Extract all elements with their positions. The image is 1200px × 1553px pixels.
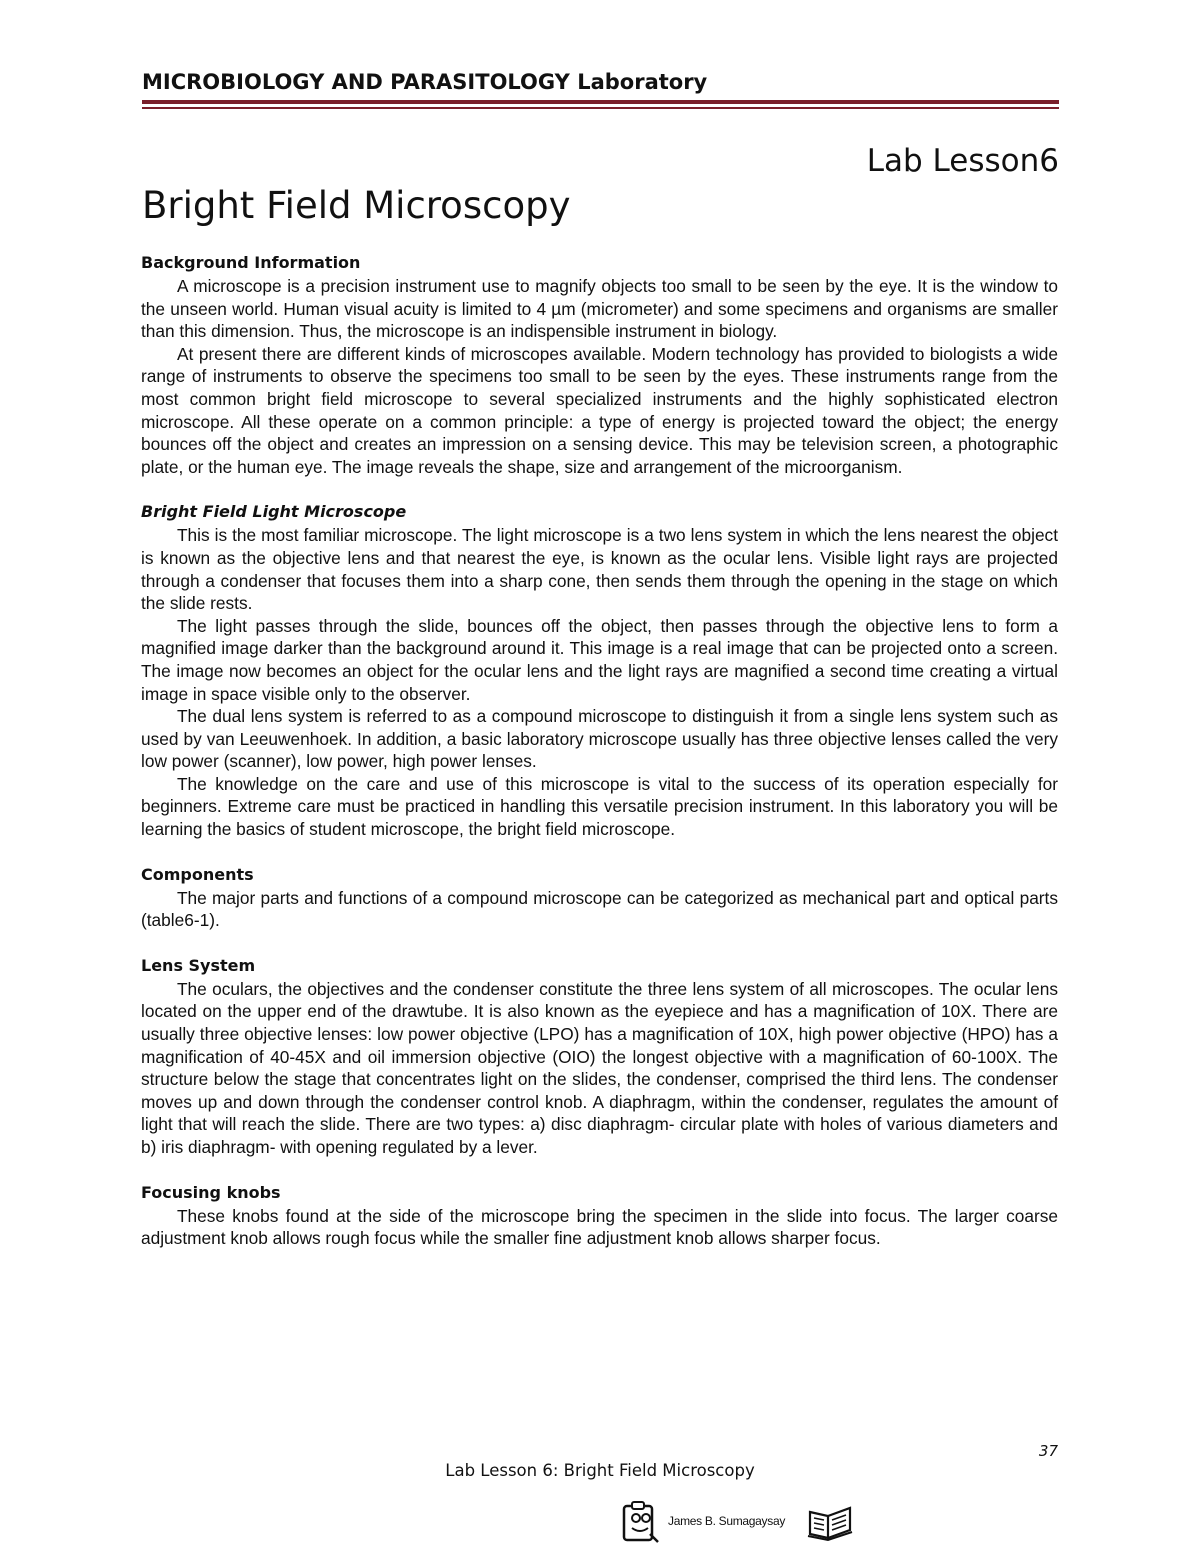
footer-author	[620, 1500, 860, 1544]
clipboard-face-icon	[620, 1500, 660, 1549]
author-name: James B. Sumagaysay	[668, 1514, 786, 1528]
page-title: Bright Field Microscopy	[142, 184, 571, 227]
section-heading: Lens System	[141, 955, 256, 975]
section-focusing-knobs	[141, 1181, 1058, 1250]
paragraph: The major parts and functions of a compound microscope can be categorized as mechanical part and optical parts (table6-1).	[141, 887, 1058, 931]
section-heading: Focusing knobs	[141, 1182, 281, 1202]
header-rule-thin	[142, 107, 1059, 109]
lesson-tag: Lab Lesson6	[866, 143, 1059, 179]
open-book-icon	[806, 1502, 854, 1547]
paragraph: At present there are different kinds of microscopes available. Modern technology has provided to biologists a wide range of instruments to observe the specimens too small to be seen by the eyes. These instruments range from the most common bright field microscope to several specialized instruments and the highly sophisticated electron microscope. All these operate on a common principle: a type of energy is projected toward the object; the energy bounces off the object and creates an impression on a sensing device. This may be television screen, a photographic plate, or the human eye. The image reveals the shape, size and arrangement of the microorganism.	[141, 343, 1058, 477]
section-lens-system	[141, 954, 1058, 1159]
section-heading: Components	[141, 864, 254, 884]
header-rule	[142, 100, 1059, 104]
section-heading: Background Information	[141, 253, 361, 272]
page-number: 37	[1038, 1442, 1058, 1460]
paragraph: A microscope is a precision instrument use to magnify objects too small to be seen by the eye. It is the window to the unseen world. Human visual acuity is limited to 4 µm (micrometer) and some specimens and organisms are smaller than this dimension. Thus, the microscope is an indispensible instrument in biology.	[141, 276, 1058, 342]
paragraph: This is the most familiar microscope. The light microscope is a two lens system in which the lens nearest the object is known as the objective lens and that nearest the eye, is known as the ocular lens. Visible light rays are projected through a condenser that focuses them into a sharp cone, then sends them through the opening in the stage on which the slide rests.	[141, 525, 1058, 614]
paragraph: The knowledge on the care and use of this microscope is vital to the success of its operation especially for beginners. Extreme care must be practiced in handling this versatile precision instrument. In this laboratory you will be learning the basics of student microscope, the bright field microscope.	[141, 773, 1058, 840]
header-title: MICROBIOLOGY AND PARASITOLOGY Laboratory	[142, 70, 708, 94]
paragraph: These knobs found at the side of the microscope bring the specimen in the slide into focus. The larger coarse adjustment knob allows rough focus while the smaller fine adjustment knob allows sharper focus.	[141, 1205, 1058, 1249]
footer-text: Lab Lesson 6: Bright Field Microscopy	[445, 1461, 755, 1480]
document-body	[141, 251, 1058, 1250]
paragraph: The dual lens system is referred to as a compound microscope to distinguish it from a single lens system such as used by van Leeuwenhoek. In addition, a basic laboratory microscope usually has three objective lenses called the very low power (scanner), low power, high power lenses.	[141, 706, 1058, 772]
section-components	[141, 863, 1058, 932]
section-bright-field	[141, 500, 1058, 840]
paragraph: The oculars, the objectives and the condenser constitute the three lens system of all microscopes. The ocular lens located on the upper end of the drawtube. It is also known as the eyepiece and has a magnification of 10X. There are usually three objective lenses: low power objective (LPO) has a magnification of 10X, high power objective (HPO) has a magnification of 40-45X and oil immersion objective (OIO) the longest objective with a magnification of 60-100X. The structure below the stage that concentrates light on the slides, the condenser, comprised the third lens. The condenser moves up and down through the condenser control knob. A diaphragm, within the condenser, regulates the amount of light that will reach the slide. There are two types: a) disc diaphragm- circular plate with holes of various diameters and b) iris diaphragm- with opening regulated by a lever.	[141, 978, 1058, 1157]
section-heading: Bright Field Light Microscope	[141, 502, 407, 522]
paragraph: The light passes through the slide, bounces off the object, then passes through the objective lens to form a magnified image darker than the background around it. This image is a real image that can be projected onto a screen. The image now becomes an object for the ocular lens and the light rays are magnified a second time creating a virtual image in space visible only to the observer.	[141, 615, 1058, 704]
section-background	[141, 251, 1058, 478]
